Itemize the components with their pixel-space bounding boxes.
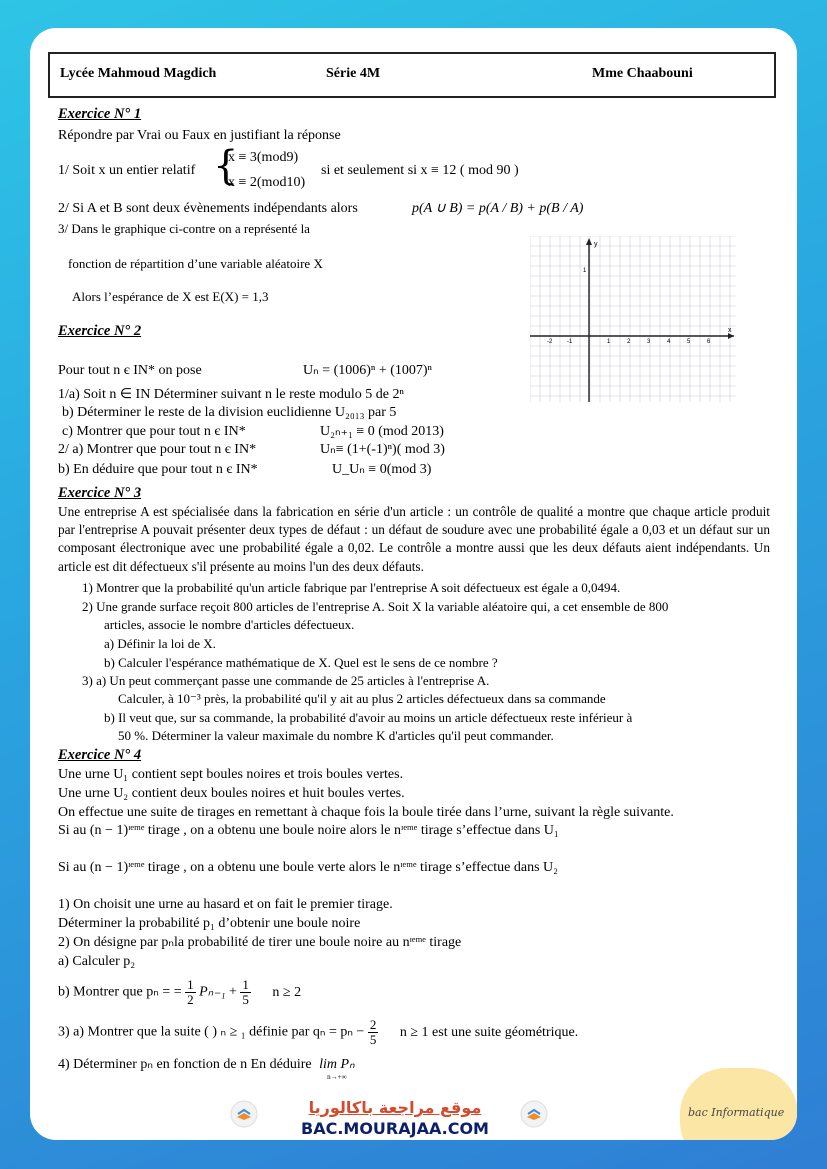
ex4-q2b-prefix: b) Montrer que pₙ = = [58, 984, 182, 1000]
ex2-q2a-formula: Uₙ≡ (1+(-1)ⁿ)( mod 3) [320, 442, 445, 457]
fraction-one-half: $\frac{1}{2}$ [187, 977, 194, 1007]
x-tick-label: -2 [547, 339, 553, 345]
ex3-intro: Une entreprise A est spécialisée dans la fabrication en série d'un article : un contrôle de qualité a montre que chaque article produit par l'entreprise A pouvait présenter deux types de défaut : un défaut de soudure avec une probabilité égale a 0,03 et un défaut sur un composant électronique avec une probabilité égale a 0,02. Le contrôle a montre aussi que les deux défauts aient indépendants. Un article est dit défectueux s'il présente au moins l'un des deux défauts. [58, 504, 770, 574]
ex3-q2-line2: articles, associe le nombre d'articles défectueux. [104, 617, 355, 632]
ex4-q2b [58, 978, 301, 1007]
x-tick-label: 4 [667, 339, 671, 345]
ex3-q3a-line2: Calculer, à 10⁻³ près, la probabilité qu'il y ait au plus 2 articles défectueux dans sa commande [118, 691, 606, 706]
ex2-q1c-formula: U₂ₙ₊₁ ≡ 0 (mod 2013) [320, 424, 444, 439]
ex4-line1: Une urne U₁ contient sept boules noires et trois boules vertes. [58, 767, 404, 782]
ex1-q2-formula: p(A ∪ B) = p(A / B) + p(B / A) [412, 201, 584, 216]
ex4-line3: On effectue une suite de tirages en remettant à chaque fois la boule tirée dans l’urne, suivant la règle suivante. [58, 805, 674, 820]
ex2-intro: Pour tout n є IN* on pose [58, 363, 202, 378]
ex4-q4-prefix: 4) Déterminer pₙ en fonction de n En déduire [58, 1057, 312, 1072]
ex3-q1: 1) Montrer que la probabilité qu'un article fabrique par l'entreprise A soit défectueux est égale a 0,0494. [82, 580, 621, 595]
y-tick-1: 1 [583, 268, 587, 274]
limit-subscript: n→+∞ [327, 1073, 347, 1081]
x-tick-label: 6 [707, 339, 711, 345]
ex2-q1c-text: c) Montrer que pour tout n є IN* [62, 424, 246, 439]
ex1-intro: Répondre par Vrai ou Faux en justifiant la réponse [58, 128, 341, 143]
document-page [30, 28, 797, 1140]
ex4-q4 [58, 1056, 355, 1081]
exercise-2-title: Exercice N° 2 [58, 323, 142, 339]
limit-expression [319, 1056, 355, 1081]
ex3-q3b-line1: b) Il veut que, sur sa commande, la probabilité d'avoir au moins un article défectueux reste inférieur à [104, 710, 633, 725]
ex4-line5: Si au (n − 1)ᶦᵉᵐᵉ tirage , on a obtenu une boule verte alors le nᶦᵉᵐᵉ tirage s’effectue dans U₂ [58, 860, 559, 875]
ex3-q2-line1: 2) Une grande surface reçoit 800 articles de l'entreprise A. Soit X la variable aléatoire qui, a cet ensemble de 800 [82, 599, 669, 614]
bac-informatique-badge [680, 1068, 797, 1140]
right-book-logo-icon [520, 1100, 548, 1128]
footer-site-url[interactable]: BAC.MOURAJAA.COM [301, 1119, 489, 1138]
ex1-q3-line3: Alors l’espérance de X est E(X) = 1,3 [72, 289, 269, 304]
teacher-name: Mme Chaabouni [592, 66, 693, 81]
y-axis-arrow [586, 238, 592, 245]
footer-site-logo[interactable] [285, 1098, 505, 1138]
ex1-system-line2: x ≡ 2(mod10) [228, 175, 306, 190]
footer-arabic-title: موقع مراجعة باكالوريا [308, 1098, 482, 1117]
ex3-q2b: b) Calculer l'espérance mathématique de X. Quel est le sens de ce nombre ? [104, 655, 498, 670]
distribution-function-graph [530, 236, 736, 402]
system-brace: { [213, 143, 239, 189]
ex2-q1b: b) Déterminer le reste de la division euclidienne U₂₀₁₃ par 5 [62, 405, 397, 420]
ex1-q1-prefix: 1/ Soit x un entier relatif [58, 163, 196, 178]
p-previous: Pₙ₋₁ [199, 984, 226, 1000]
ex4-q1: 1) On choisit une urne au hasard et on fait le premier tirage. [58, 897, 393, 912]
ex1-q2: 2/ Si A et B sont deux évènements indépendants alors [58, 201, 358, 216]
x-tick-label: 2 [627, 339, 631, 345]
ex4-q3-prefix: 3) a) Montrer que la suite ( ) ₙ ≥ ₁ définie par qₙ = pₙ − [58, 1024, 365, 1040]
x-tick-label: 5 [687, 339, 691, 345]
exercise-4-title: Exercice N° 4 [58, 747, 142, 763]
exercise-1-title: Exercice N° 1 [58, 106, 142, 122]
ex4-q3 [58, 1018, 578, 1047]
ex1-system-line1: x ≡ 3(mod9) [228, 150, 299, 165]
ex1-q3-line2: fonction de répartition d’une variable aléatoire X [68, 256, 323, 271]
ex2-q2b-formula: U_Uₙ ≡ 0(mod 3) [332, 462, 432, 477]
ex3-q3b-line2: 50 %. Déterminer la valeur maximale du nombre K d'articles qu'il peut commander. [118, 728, 554, 743]
badge-text: bac Informatique [688, 1106, 785, 1119]
ex1-q3-line1: 3/ Dans le graphique ci-contre on a représenté la [58, 221, 310, 236]
limit-term: lim Pₙ [319, 1057, 355, 1072]
school-name: Lycée Mahmoud Magdich [60, 66, 217, 81]
ex3-q3a: 3) a) Un peut commerçant passe une commande de 25 articles à l'entreprise A. [82, 673, 490, 688]
ex4-q2: 2) On désigne par pₙla probabilité de tirer une boule noire au nᶦᵉᵐᵉ tirage [58, 935, 462, 950]
ex4-line4: Si au (n − 1)ᶦᵉᵐᵉ tirage , on a obtenu une boule noire alors le nᶦᵉᵐᵉ tirage s’effectue dans U₁ [58, 823, 559, 838]
exercise-3-title: Exercice N° 3 [58, 485, 142, 501]
y-axis-label: y [594, 241, 598, 248]
x-tick-labels [547, 339, 711, 345]
ex4-line2: Une urne U₂ contient deux boules noires et huit boules vertes. [58, 786, 405, 801]
ex2-q2b-text: b) En déduire que pour tout n є IN* [58, 462, 258, 477]
plus-sign: + [229, 984, 237, 1000]
series-label: Série 4M [326, 66, 381, 81]
x-tick-label: -1 [567, 339, 573, 345]
ex2-q1a: 1/a) Soit n ∈ IN Déterminer suivant n le reste modulo 5 de 2ⁿ [58, 387, 404, 402]
ex1-q1-suffix: si et seulement si x ≡ 12 ( mod 90 ) [321, 163, 519, 178]
ex3-q2a: a) Définir la loi de X. [104, 636, 216, 651]
ex2-q2a-text: 2/ a) Montrer que pour tout n є IN* [58, 442, 257, 457]
x-tick-label: 3 [647, 339, 651, 345]
ex4-q2a: a) Calculer p₂ [58, 954, 136, 969]
ex4-q2b-condition: n ≥ 2 [272, 984, 302, 1000]
header-box [48, 52, 776, 98]
fraction-two-fifth: $\frac{2}{5}$ [369, 1017, 377, 1047]
x-axis-label: x [728, 327, 732, 334]
ex4-q3-suffix: n ≥ 1 est une suite géométrique. [399, 1024, 579, 1040]
ex4-q1b: Déterminer la probabilité p₁ d’obtenir une boule noire [58, 916, 361, 931]
x-tick-label: 1 [607, 339, 611, 345]
left-book-logo-icon [230, 1100, 258, 1128]
ex2-sequence-formula: Uₙ = (1006)ⁿ + (1007)ⁿ [303, 363, 432, 378]
fraction-one-fifth: $\frac{1}{5}$ [242, 977, 249, 1007]
graph-grid [530, 236, 736, 402]
